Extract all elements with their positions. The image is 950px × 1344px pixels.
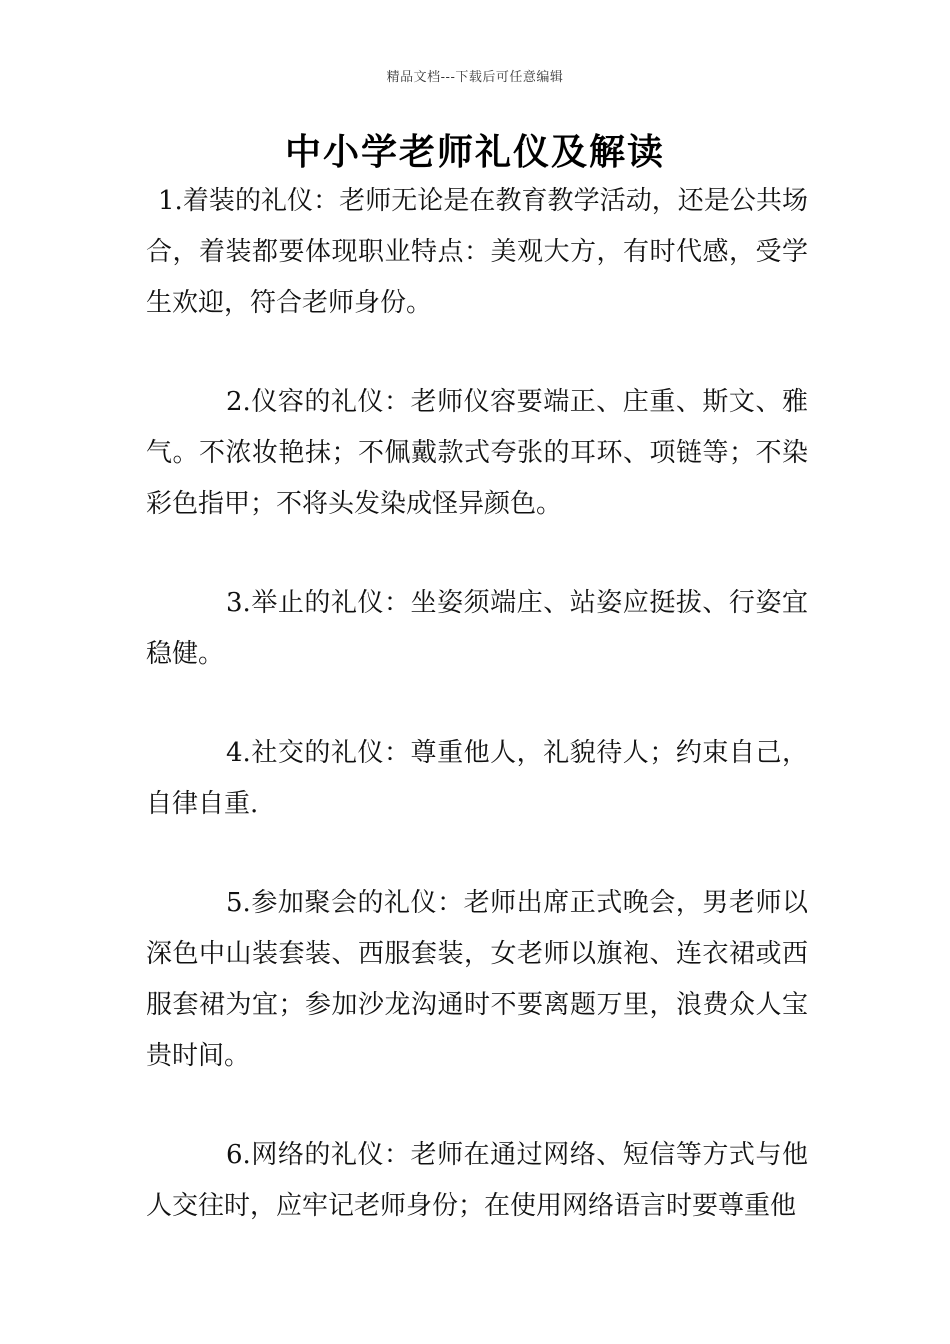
paragraph-attire: 1.着装的礼仪：老师无论是在教育教学活动，还是公共场合，着装都要体现职业特点：美观大方，有时代感，受学生欢迎，符合老师身份。 — [146, 186, 808, 318]
paragraph-demeanor: 3.举止的礼仪：坐姿须端庄、站姿应挺拔、行姿宜稳健。 — [146, 588, 808, 669]
paragraph-gap — [146, 830, 808, 878]
paragraph-network: 6.网络的礼仪：老师在通过网络、短信等方式与他人交往时，应牢记老师身份；在使用网络语言时要尊重他 — [146, 1140, 808, 1221]
paragraph-appearance: 2.仪容的礼仪：老师仪容要端正、庄重、斯文、雅气。不浓妆艳抹；不佩戴款式夸张的耳环、项链等；不染彩色指甲；不将头发染成怪异颜色。 — [146, 387, 808, 519]
paragraph-gathering: 5.参加聚会的礼仪：老师出席正式晚会，男老师以深色中山装套装、西服套装，女老师以旗袍、连衣裙或西服套裙为宜；参加沙龙沟通时不要离题万里，浪费众人宝贵时间。 — [146, 888, 808, 1071]
document-title: 中小学老师礼仪及解读 — [284, 132, 665, 173]
paragraph-social: 4.社交的礼仪：尊重他人，礼貌待人；约束自己，自律自重. — [146, 738, 808, 819]
paragraph-gap — [146, 1082, 808, 1130]
paragraph-gap — [146, 329, 808, 377]
paragraph-gap — [146, 530, 808, 578]
paragraph-gap — [146, 680, 808, 728]
header-note: 精品文档---下载后可任意编辑 — [386, 70, 564, 85]
document-body — [146, 176, 808, 1232]
